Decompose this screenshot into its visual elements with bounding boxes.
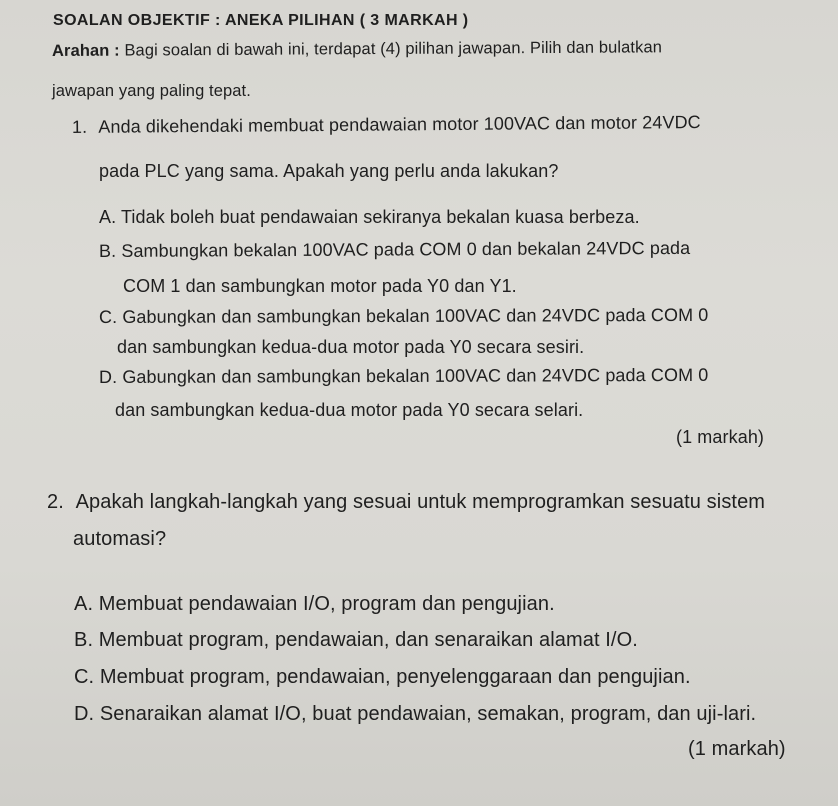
instruction-text: Bagi soalan di bawah ini, terdapat (4) pilihan jawapan. Pilih dan bulatkan — [124, 38, 663, 60]
question-1-option-c-line-1: C. Gabungkan dan sambungkan bekalan 100VAC dan 24VDC pada COM 0 — [98, 304, 709, 327]
question-1-marks: (1 markah) — [676, 427, 765, 447]
question-1-option-d-line-1: D. Gabungkan dan sambungkan bekalan 100VAC dan 24VDC pada COM 0 — [98, 364, 709, 387]
question-1-stem-line-1 — [72, 111, 701, 138]
instruction-label: Arahan : — [51, 41, 120, 60]
instruction-line-1 — [52, 36, 662, 62]
question-1-stem-line-2: pada PLC yang sama. Apakah yang perlu anda lakukan? — [99, 161, 559, 181]
question-1-number: 1. — [71, 116, 88, 137]
instruction-line-2: jawapan yang paling tepat. — [52, 82, 251, 100]
question-1-option-c-line-2: dan sambungkan kedua-dua motor pada Y0 secara sesiri. — [117, 337, 585, 357]
question-2-stem-line-2: automasi? — [73, 528, 167, 550]
question-2-option-b: B. Membuat program, pendawaian, dan senaraikan alamat I/O. — [74, 629, 638, 651]
question-1-option-a: A. Tidak boleh buat pendawaian sekiranya bekalan kuasa berbeza. — [99, 207, 640, 227]
section-title: SOALAN OBJEKTIF : ANEKA PILIHAN ( 3 MARKAH ) — [53, 12, 469, 29]
question-2-stem-line-1 — [47, 490, 765, 514]
question-2-number: 2. — [47, 491, 64, 513]
question-2-text: Apakah langkah-langkah yang sesuai untuk memprogramkan sesuatu sistem — [75, 491, 766, 513]
question-1-option-b-line-1: B. Sambungkan bekalan 100VAC pada COM 0 dan bekalan 24VDC pada — [98, 237, 691, 261]
question-1-text: Anda dikehendaki membuat pendawaian motor 100VAC dan motor 24VDC — [98, 112, 701, 137]
question-1-option-d-line-2: dan sambungkan kedua-dua motor pada Y0 secara selari. — [115, 400, 584, 420]
question-2-option-a: A. Membuat pendawaian I/O, program dan pengujian. — [74, 593, 555, 615]
question-2-marks: (1 markah) — [688, 738, 786, 760]
question-2-option-c: C. Membuat program, pendawaian, penyelenggaraan dan pengujian. — [74, 666, 691, 688]
question-1-option-b-line-2: COM 1 dan sambungkan motor pada Y0 dan Y1. — [123, 276, 517, 296]
question-2-option-d: D. Senaraikan alamat I/O, buat pendawaian, semakan, program, dan uji-lari. — [74, 703, 757, 725]
